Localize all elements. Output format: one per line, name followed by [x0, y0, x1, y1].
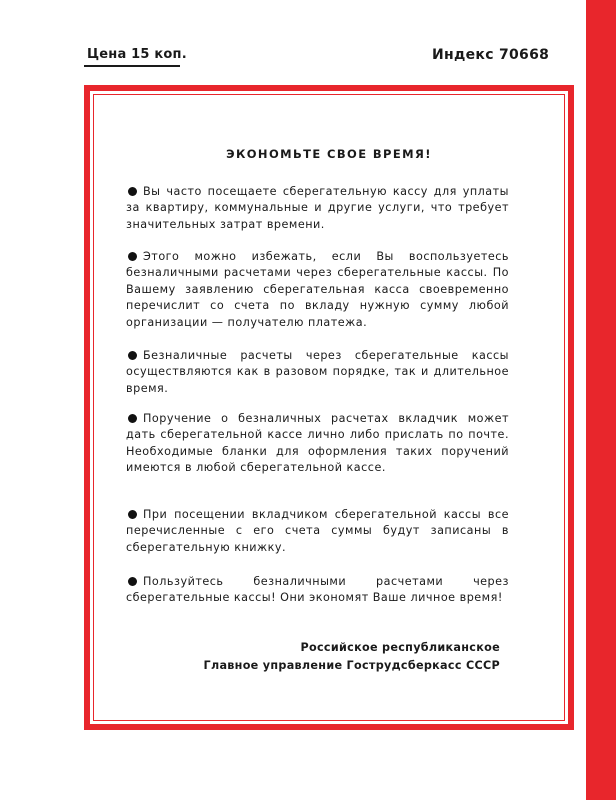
- paragraph: [126, 249, 509, 331]
- paragraph-text: При посещении вкладчиком сберегательной кассы все перечисленные с его счета суммы будут записаны в сберегательную книжку.: [126, 508, 509, 554]
- notice-frame: [84, 85, 574, 730]
- signature-block: [204, 639, 500, 675]
- price-label: Цена 15 коп.: [87, 47, 187, 62]
- paragraph: [126, 348, 509, 397]
- paragraph-text: Поручение о безналичных расчетах вкладчик может дать сберегательной кассе лично либо прислать по почте. Необходимые бланки для оформления таких поручений имеются в любой сберегательной кассе.: [126, 412, 509, 475]
- paragraph-text: Безналичные расчеты через сберегательные кассы осуществляются как в разовом порядке, так и длительное время.: [126, 349, 509, 395]
- bullet-icon: [128, 510, 137, 519]
- bullet-icon: [128, 187, 137, 196]
- paragraph: [126, 184, 509, 233]
- paragraph: [126, 574, 509, 607]
- paragraph-text: Этого можно избежать, если Вы воспользуетесь безналичными расчетами через сберегательные кассы. По Вашему заявлению сберегательная касса своевременно перечислит со счета по вкладу нужную сумму любой организации — получателю платежа.: [126, 250, 509, 329]
- bullet-icon: [128, 414, 137, 423]
- paragraph-text: Вы часто посещаете сберегательную кассу для уплаты за квартиру, коммунальные и другие услуги, что требует значительных затрат времени.: [126, 185, 509, 231]
- paragraph: [126, 411, 509, 477]
- bullet-icon: [128, 351, 137, 360]
- bullet-icon: [128, 577, 137, 586]
- red-edge-strip: [586, 0, 616, 800]
- signature-line-2: Главное управление Гострудсберкасс СССР: [203, 659, 500, 672]
- paragraph: [126, 507, 509, 556]
- bullet-icon: [128, 252, 137, 261]
- price-underline: [84, 65, 180, 67]
- index-code: Индекс 70668: [432, 47, 550, 63]
- paragraph-text: Пользуйтесь безналичными расчетами через сберегательные кассы! Они экономят Ваше личное время!: [126, 575, 509, 605]
- notice-title: ЭКОНОМЬТЕ СВОЕ ВРЕМЯ!: [226, 147, 432, 161]
- signature-line-1: Российское республиканское: [300, 641, 500, 654]
